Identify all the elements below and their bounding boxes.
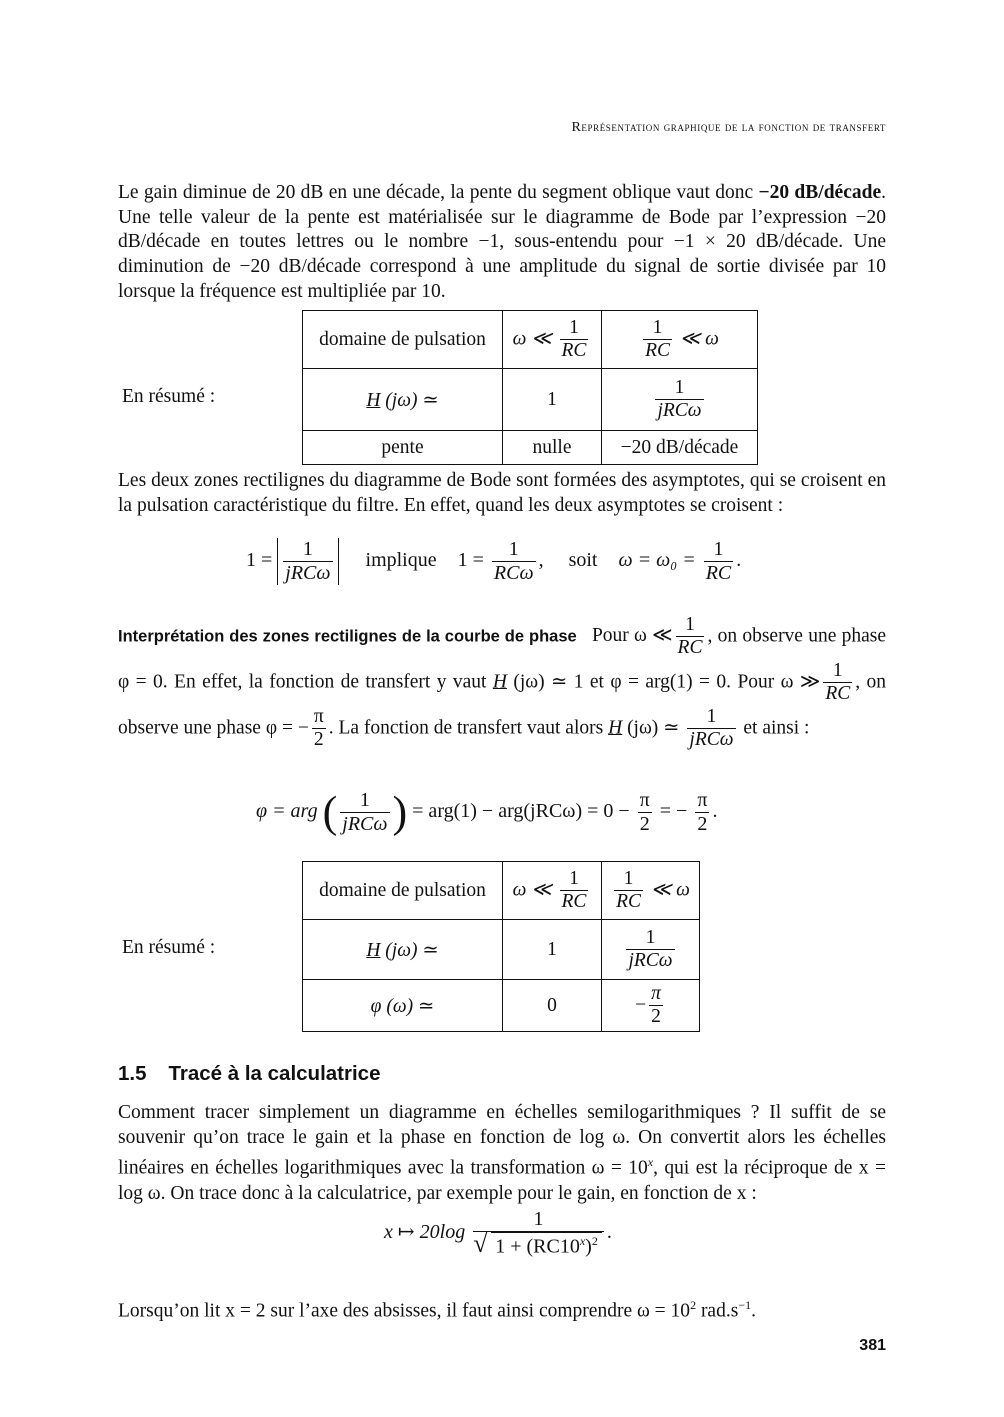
- cell-low-freq: [503, 311, 602, 369]
- cell-h-high: $\frac{1}{\text{jRCω}}$: [602, 369, 758, 431]
- cell-h-low: 1: [503, 369, 602, 431]
- phase-heading: Interprétation des zones rectilignes de la courbe de phase: [118, 627, 577, 646]
- cell-phase-high: − $\frac{\pi}{2}$: [602, 980, 700, 1032]
- paragraph-text: . Une telle valeur de la pente est matérialisée sur le diagramme de Bode par l’expression −20 dB/décade en toutes lettres ou le nombre −1, sous-entendu pour −1 × 20 dB/décade. Une diminution de −20 dB/décade correspond à une amplitude du signal de sortie divisée par 10 lorsque la fréquence est multipliée par 10.: [118, 182, 886, 302]
- page-number: 381: [859, 1337, 886, 1354]
- cell-high-freq: $\frac{1}{RC}$ ≪ ω: [602, 862, 700, 920]
- cell-domain-header: domaine de pulsation: [303, 311, 503, 369]
- cell-h-high: $\frac{1}{\text{jRCω}}$: [602, 920, 700, 980]
- summary-label-2: En résumé :: [122, 937, 216, 958]
- cell-slope-low: nulle: [503, 431, 602, 465]
- summary-table-gain: [302, 310, 758, 465]
- cell-low-freq: ω ≪ $\frac{1}{RC}$: [503, 862, 602, 920]
- equation-gain-plot: x ↦ 20log 1 √ $1 + (RC10^x)^2$ .: [384, 1208, 612, 1259]
- cell-slope-high: −20 dB/décade: [602, 431, 758, 465]
- section-number: 1.5: [118, 1062, 147, 1085]
- bold-slope-value: −20 dB/décade: [758, 182, 882, 203]
- section-heading: [118, 1062, 380, 1086]
- cell-high-freq: [602, 311, 758, 369]
- paragraph-asymptotes: Les deux zones rectilignes du diagramme de Bode sont formées des asymptotes, qui se croisent en la pulsation caractéristique du filtre. En effet, quand les deux asymptotes se croisent :: [118, 470, 886, 516]
- paragraph-axis-reading: Lorsqu’on lit x = 2 sur l’axe des absisses, il faut ainsi comprendre $\omega = 10^2$ $rad.s^{-1}$.: [118, 1298, 756, 1322]
- cell-transfer-header: H (jω) ≃: [303, 369, 503, 431]
- equation-cutoff: 1 = $\frac{1}{\text{jRCω}}$ implique 1 = $\frac{1}{\text{RCω}}$ , soit ω = ω₀ = $\frac{1}{RC}$ .: [246, 538, 742, 584]
- paragraph-text: Le gain diminue de 20 dB en une décade, la pente du segment oblique vaut donc: [118, 182, 759, 203]
- fraction: $\frac{1}{RC}$: [645, 316, 670, 361]
- summary-label-1: En résumé :: [122, 386, 216, 407]
- equation-phase: φ = arg ( $\frac{1}{\text{jRCω}}$ ) = arg(1) − arg(jRCω) = 0 − $\frac{\pi}{2}$ = − $\frac{\pi}{2}$ .: [256, 787, 718, 837]
- running-header: Représentation graphique de la fonction de transfert: [571, 120, 886, 135]
- cell-slope-header: pente: [303, 431, 503, 465]
- cell-phase-low: 0: [503, 980, 602, 1032]
- section-title: Tracé à la calculatrice: [168, 1062, 381, 1085]
- cell-h-low: 1: [503, 920, 602, 980]
- cell-phase-header: φ (ω) ≃: [303, 980, 503, 1032]
- ll-omega: ≪ ω: [679, 327, 719, 349]
- summary-table-phase: [302, 861, 700, 1032]
- cell-transfer-header: H (jω) ≃: [303, 920, 503, 980]
- paragraph-phase-interpretation: Interprétation des zones rectilignes de la courbe de phase Pour ω ≪ $\frac{1}{RC}$ , on observe une phase φ = 0. En effet, la fonction de transfert y vaut H (jω) ≃ 1 et φ = arg(1) = 0. Pour ω ≫ $\frac{1}{RC}$ , on observe une phase φ = − $\frac{\pi}{2}$ . La fonction de transfert vaut alors H (jω) ≃ $\frac{1}{\text{jRCω}}$ et ainsi :: [118, 614, 887, 751]
- paragraph-calculator: Comment tracer simplement un diagramme en échelles semilogarithmiques ? Il suffit de se souvenir qu’on trace le gain et la phase en fonction de log ω. On convertit alors les échelles linéaires en échelles logarithmiques avec la transformation $\omega = 10^x$, qui est la réciproque de x = log ω. On trace donc à la calculatrice, par exemple pour le gain, en fonction de x :: [118, 1102, 886, 1204]
- omega-ll: ω ≪: [512, 327, 552, 349]
- cell-domain-header: domaine de pulsation: [303, 862, 503, 920]
- paragraph-gain-slope: [118, 181, 886, 305]
- fraction: $\frac{1}{RC}$: [561, 316, 587, 361]
